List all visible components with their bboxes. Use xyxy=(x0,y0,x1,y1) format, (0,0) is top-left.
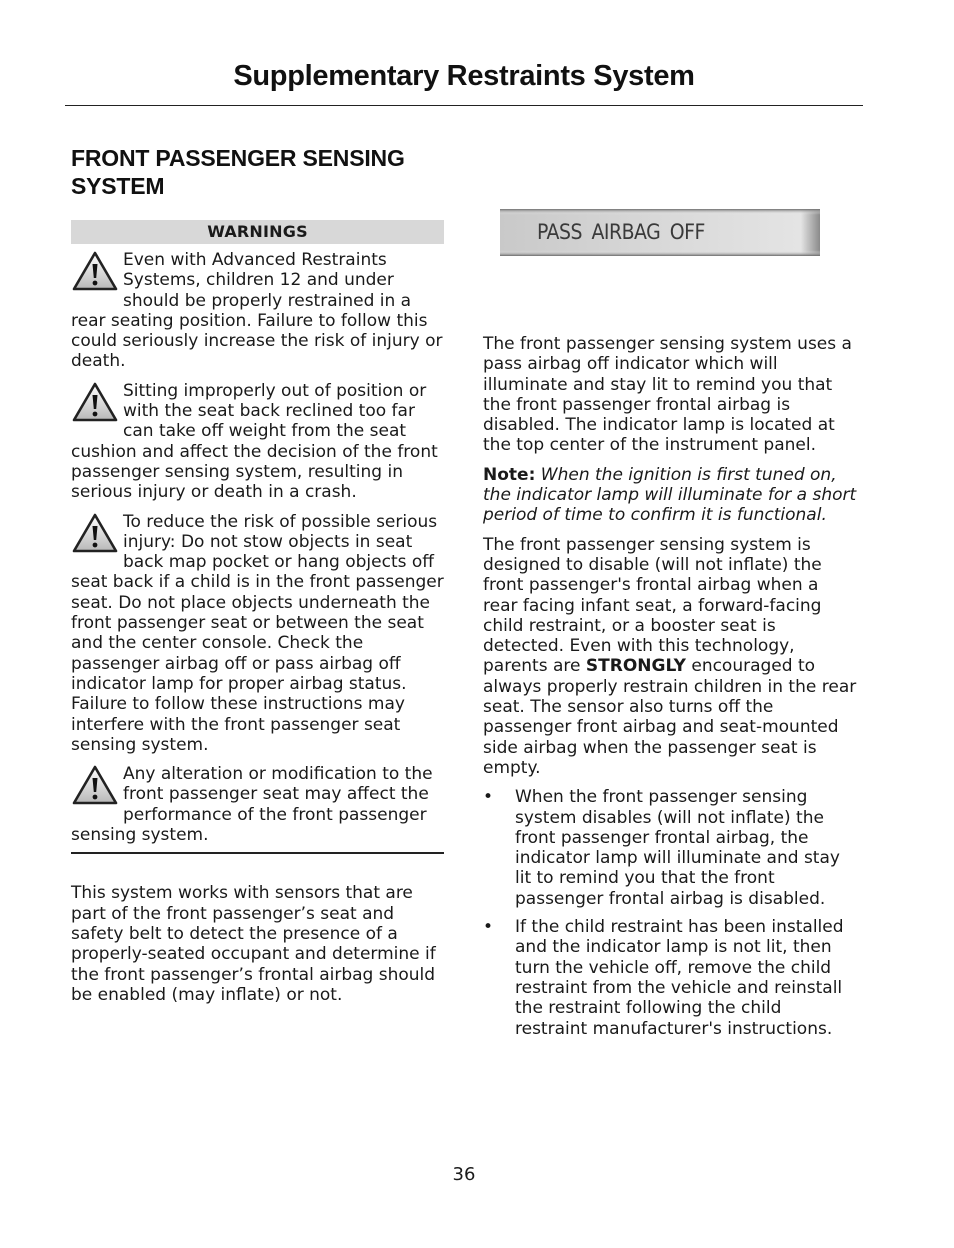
warning-text: Sitting improperly out of position or with the seat back reclined too far can take off weight from the seat cushion and affect the decision of the front passenger sensing system, resulting in serious injury or death in a crash. xyxy=(71,380,438,503)
warning-triangle-icon xyxy=(71,764,119,806)
warning-text: Any alteration or modification to the front passenger seat may affect the performance of the front passenger sensing system. xyxy=(71,764,433,846)
note-paragraph xyxy=(483,465,858,526)
note-text: When the ignition is first tuned on, the indicator lamp will illuminate for a short period of time to confirm it is functional. xyxy=(483,464,857,526)
bullet-icon: • xyxy=(483,787,494,808)
right-column xyxy=(483,334,858,1039)
sensing-description: The front passenger sensing system is designed to disable (will not inflate) the front passenger's frontal airbag when a rear facing infant seat, a forward-facing child restraint, or a booster seat is detected. Even with this technology, parents are STRONGLY encouraged to always properly restrain children in the rear seat. The sensor also turns off the passenger front airbag and seat-mounted side airbag when the passenger seat is empty. xyxy=(483,534,857,778)
warning-item xyxy=(71,381,444,503)
section-heading: FRONT PASSENGER SENSING SYSTEM xyxy=(71,145,405,199)
warnings-header: WARNINGS xyxy=(71,220,444,244)
strong-emphasis: STRONGLY xyxy=(585,656,686,677)
page-title: Supplementary Restraints System xyxy=(233,60,695,92)
warning-item xyxy=(71,764,444,845)
warning-item xyxy=(71,512,444,756)
list-item: • When the front passenger sensing system disables (will not inflate) the front passenger frontal airbag, the indicator lamp will illuminate and stay lit to remind you that the front passenger frontal airbag is disabled. xyxy=(483,787,840,909)
warning-triangle-icon xyxy=(71,512,119,554)
warning-item xyxy=(71,250,444,372)
page-number: 36 xyxy=(452,1164,476,1185)
warning-text: Even with Advanced Restraints Systems, children 12 and under should be properly restrained in a rear seating position. Failure to follow this could seriously increase the risk of injury or death. xyxy=(71,250,443,372)
note-label: Note: xyxy=(483,464,536,485)
left-column xyxy=(71,220,444,1005)
warnings-divider xyxy=(71,852,444,854)
warning-text: To reduce the risk of possible serious injury: Do not stow objects in seat back map pocket or hang objects off seat back if a child is in the front passenger seat. Do not place objects underneath the front passenger seat or between the seat and the center console. Check the passenger airbag off or pass airbag off indicator lamp for proper airbag status. Failure to follow these instructions may interfere with the front passenger seat sensing system. xyxy=(71,511,444,755)
indicator-label: PASS AIRBAG OFF xyxy=(537,220,705,244)
title-divider xyxy=(65,105,863,106)
bullet-icon: • xyxy=(483,917,494,938)
bullet-list xyxy=(483,787,858,1039)
indicator-description: The front passenger sensing system uses a pass airbag off indicator which will illuminate and stay lit to remind you that the front passenger frontal airbag is disabled. The indicator lamp is located at the top center of the instrument panel. xyxy=(483,334,852,456)
sensor-paragraph: This system works with sensors that are part of the front passenger’s seat and safety belt to detect the presence of a properly-seated occupant and determine if the front passenger’s frontal airbag should be enabled (may inflate) or not. xyxy=(71,883,436,1005)
list-item: • If the child restraint has been installed and the indicator lamp is not lit, then turn the vehicle off, remove the child restraint from the vehicle and reinstall the restraint following the child restraint manufacturer's instructions. xyxy=(483,917,844,1039)
warning-triangle-icon xyxy=(71,250,119,292)
pass-airbag-off-indicator xyxy=(499,209,824,257)
warning-triangle-icon xyxy=(71,381,119,423)
